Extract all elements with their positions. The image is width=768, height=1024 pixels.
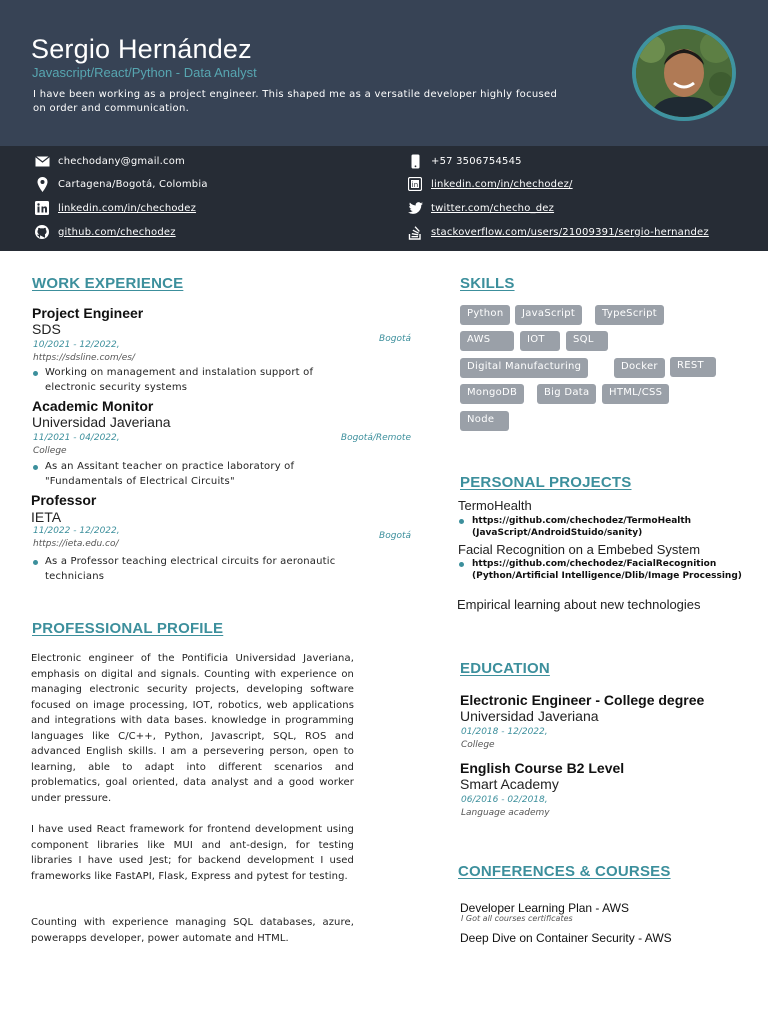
- skill-tag: Digital Manufacturing: [460, 358, 588, 378]
- job-bullet: As a Professor teaching electrical circuits for aeronautic technicians: [33, 554, 343, 584]
- phone-icon: [407, 153, 423, 169]
- education-type: College: [461, 740, 495, 750]
- project-title: Facial Recognition on a Embebed System: [458, 542, 701, 557]
- stackoverflow-link[interactable]: stackoverflow.com/users/21009391/sergio-hernandez: [431, 226, 709, 238]
- avatar: [632, 25, 736, 121]
- professional-profile-heading: PROFESSIONAL PROFILE: [32, 620, 224, 637]
- svg-text:in: in: [411, 181, 419, 189]
- github-icon: [34, 224, 50, 240]
- job-bullet: Working on management and instalation support of electronic security systems: [33, 365, 333, 395]
- job-bullet: As an Assitant teacher on practice laboratory of "Fundamentals of Electrical Circuits": [33, 459, 318, 489]
- project-url[interactable]: https://github.com/chechodez/FacialRecognition: [472, 559, 717, 569]
- github-link[interactable]: github.com/chechodez: [58, 226, 176, 238]
- skill-tag: SQL: [566, 331, 608, 351]
- job-title: Academic Monitor: [32, 398, 154, 414]
- contact-linkedin[interactable]: [34, 200, 196, 216]
- course-title: Deep Dive on Container Security - AWS: [460, 931, 672, 945]
- job-location: Bogotá: [379, 334, 411, 344]
- project-link[interactable]: [459, 558, 759, 582]
- job-title: Professor: [31, 492, 97, 508]
- contact-linkedin-2[interactable]: [407, 176, 573, 192]
- person-name: Sergio Hernández: [31, 34, 252, 64]
- course-note: I Got all courses certificates: [461, 914, 573, 923]
- resume-header: [0, 0, 768, 146]
- education-type: Language academy: [461, 808, 550, 818]
- job-title: Project Engineer: [32, 305, 144, 321]
- degree-title: Electronic Engineer - College degree: [460, 692, 705, 708]
- job-dates: 11/2022 - 12/2022,: [33, 526, 120, 536]
- skill-tag: Python: [460, 305, 510, 325]
- school-name: Universidad Javeriana: [460, 708, 599, 724]
- location-pin-icon: [34, 176, 50, 192]
- person-role: Javascript/React/Python - Data Analyst: [32, 65, 257, 80]
- linkedin-link[interactable]: linkedin.com/in/chechodez: [58, 202, 197, 214]
- job-website: https://sdsline.com/es/: [33, 353, 135, 363]
- project-title: TermoHealth: [458, 498, 532, 513]
- stackoverflow-icon: [407, 224, 423, 240]
- degree-title: English Course B2 Level: [460, 760, 625, 776]
- profile-paragraph: I have used React framework for frontend development using component libraries like MUI and ant-design, for testing libraries I have used Jest; for backend development I used frameworks like FastAPI, Flask, Express and pytest for testing.: [31, 824, 354, 882]
- skill-tag: HTML/CSS: [602, 384, 669, 404]
- twitter-link[interactable]: twitter.com/checho_dez: [431, 202, 555, 214]
- linkedin-square-icon: [407, 176, 423, 192]
- job-dates: 11/2021 - 04/2022,: [33, 433, 120, 443]
- school-name: Smart Academy: [460, 776, 559, 792]
- project-tech: (Python/Artificial Intelligence/Dlib/Image Processing): [472, 571, 742, 581]
- profile-paragraph: Counting with experience managing SQL databases, azure, powerapps developer, power automate and HTML.: [31, 917, 354, 944]
- profile-paragraph: Electronic engineer of the Pontificia Universidad Javeriana, emphasis on digital and signals. Counting with experience on managing electronic security projects, developing software focused on image processing, IOT, robotics, web applications and integrations with data bases. knowledge in programming languages like C/C++, Python, Javascript, SQL, ROS and advanced English skills. I am a persevering person, open to learning, able to adapt into different scenarios and problematics, goal oriented, data analyst and a good worker under pressure.: [31, 653, 354, 804]
- personal-projects-heading: PERSONAL PROJECTS: [460, 474, 632, 491]
- project-url[interactable]: https://github.com/chechodez/TermoHealth: [472, 516, 692, 526]
- conferences-courses-heading: CONFERENCES & COURSES: [458, 863, 671, 880]
- skill-tag: Node: [460, 411, 509, 431]
- job-company: Universidad Javeriana: [32, 414, 171, 430]
- project-tech: (JavaScript/AndroidStuido/sanity): [472, 528, 643, 538]
- skill-tag: IOT: [520, 331, 560, 351]
- job-company: SDS: [32, 321, 61, 337]
- email-text: chechodany@gmail.com: [58, 155, 185, 167]
- project-title: Empirical learning about new technologies: [457, 597, 701, 612]
- contact-phone: [407, 153, 522, 169]
- location-text: Cartagena/Bogotá, Colombia: [58, 178, 208, 190]
- job-type: College: [33, 446, 67, 456]
- linkedin-icon: [34, 200, 50, 216]
- skill-tag: AWS: [460, 331, 514, 351]
- skill-tag: Docker: [614, 358, 665, 378]
- contact-email[interactable]: [34, 153, 185, 169]
- job-website: https://ieta.edu.co/: [33, 539, 119, 549]
- contact-github[interactable]: [34, 224, 176, 240]
- skill-tag: MongoDB: [460, 384, 524, 404]
- skill-tag: JavaScript: [515, 305, 582, 325]
- education-dates: 01/2018 - 12/2022,: [461, 727, 548, 737]
- mail-icon: [34, 153, 50, 169]
- linkedin-link-2[interactable]: linkedin.com/in/chechodez/: [431, 178, 573, 190]
- job-location: Bogotá: [379, 531, 411, 541]
- education-heading: EDUCATION: [460, 660, 550, 677]
- work-experience-heading: WORK EXPERIENCE: [32, 275, 184, 292]
- skill-tag: REST: [670, 357, 716, 377]
- project-link[interactable]: [459, 515, 759, 539]
- contact-twitter[interactable]: [407, 200, 554, 216]
- job-company: IETA: [31, 509, 62, 525]
- twitter-icon: [407, 200, 423, 216]
- education-dates: 06/2016 - 02/2018,: [461, 795, 548, 805]
- skill-tag: Big Data: [537, 384, 596, 404]
- contact-stackoverflow[interactable]: [407, 224, 709, 240]
- phone-text: +57 3506754545: [431, 155, 522, 167]
- job-location: Bogotá/Remote: [340, 433, 411, 443]
- skills-heading: SKILLS: [460, 275, 515, 292]
- skill-tag: TypeScript: [595, 305, 664, 325]
- contact-location: [34, 176, 208, 192]
- job-dates: 10/2021 - 12/2022,: [33, 340, 120, 350]
- summary-text: I have been working as a project engineer. This shaped me as a versatile developer highly focused on order and communication.: [33, 89, 558, 114]
- course-title: Developer Learning Plan - AWS: [460, 901, 629, 915]
